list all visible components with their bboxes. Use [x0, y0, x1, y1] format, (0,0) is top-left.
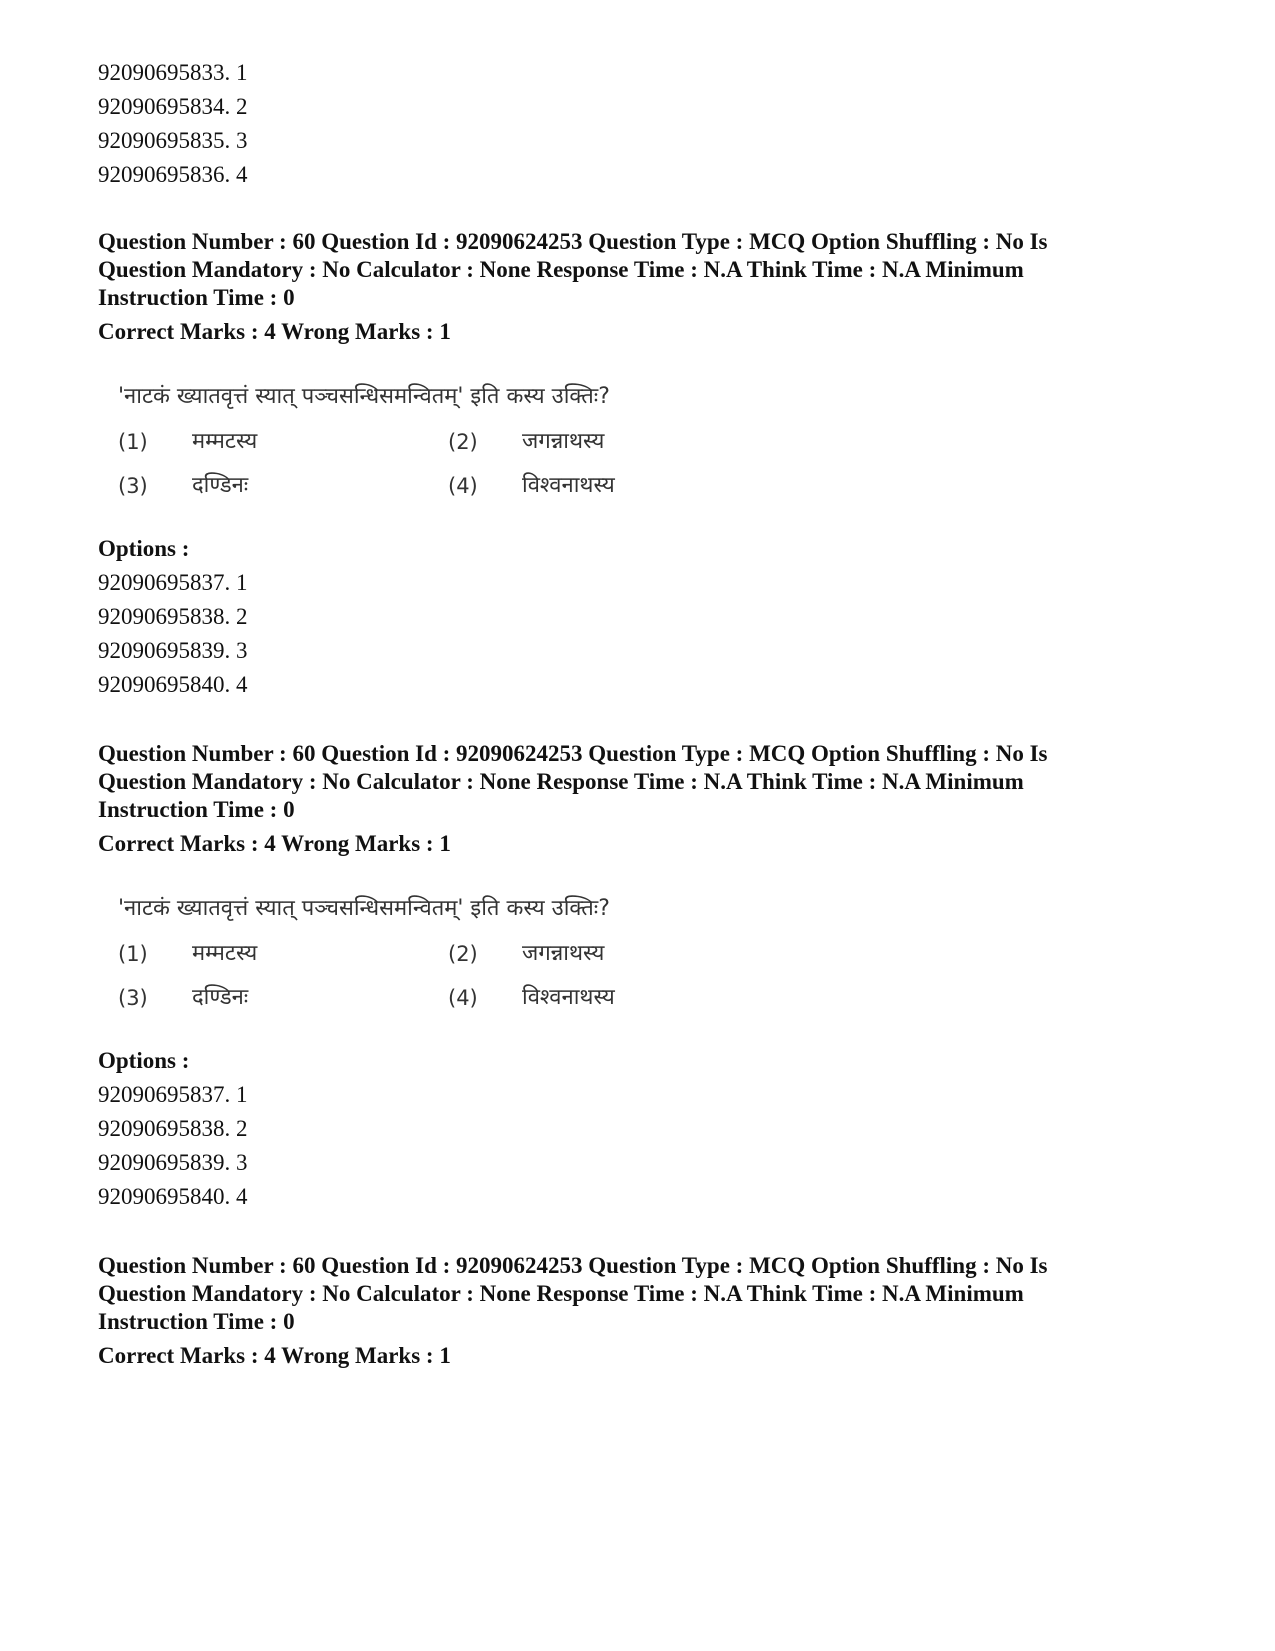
option-line: 92090695836. 4 [98, 162, 248, 187]
choice-item [448, 982, 778, 1014]
option-line: 92090695838. 2 [98, 1116, 248, 1141]
choice-item [448, 470, 778, 502]
choice-text: दण्डिनः [192, 473, 249, 498]
choice-item [448, 938, 778, 970]
options-list [98, 566, 1178, 702]
option-line: 92090695835. 3 [98, 128, 248, 153]
question-choices [118, 426, 798, 502]
question-marks: Correct Marks : 4 Wrong Marks : 1 [98, 319, 451, 344]
choice-text: विश्वनाथस्य [522, 985, 615, 1010]
question-block [98, 228, 1178, 702]
option-line: 92090695840. 4 [98, 672, 248, 697]
choice-number: (3) [118, 986, 148, 1010]
option-line: 92090695840. 4 [98, 1184, 248, 1209]
choice-text: जगन्नाथस्य [522, 941, 605, 966]
choice-text: दण्डिनः [192, 985, 249, 1010]
option-line: 92090695834. 2 [98, 94, 248, 119]
question-choices [118, 938, 798, 1014]
option-line: 92090695833. 1 [98, 60, 248, 85]
options-label: Options : [98, 1048, 190, 1073]
choice-number: (4) [448, 474, 478, 498]
choice-item [118, 470, 448, 502]
question-header: Question Number : 60 Question Id : 92090624253 Question Type : MCQ Option Shuffling : No Is Question Mandatory : No Calculator : None Response Time : N.A Think Time : N.A Minimum Instruction Time : 0 [98, 229, 1048, 310]
choice-number: (2) [448, 430, 478, 454]
option-line: 92090695837. 1 [98, 1082, 248, 1107]
question-header: Question Number : 60 Question Id : 92090624253 Question Type : MCQ Option Shuffling : No Is Question Mandatory : No Calculator : None Response Time : N.A Think Time : N.A Minimum Instruction Time : 0 [98, 1253, 1048, 1334]
options-list [98, 1078, 1178, 1214]
question-block [98, 1252, 1178, 1370]
question-marks: Correct Marks : 4 Wrong Marks : 1 [98, 831, 451, 856]
question-header: Question Number : 60 Question Id : 92090624253 Question Type : MCQ Option Shuffling : No Is Question Mandatory : No Calculator : None Response Time : N.A Think Time : N.A Minimum Instruction Time : 0 [98, 741, 1048, 822]
choice-number: (4) [448, 986, 478, 1010]
previous-options-list [98, 56, 1178, 192]
option-line: 92090695838. 2 [98, 604, 248, 629]
option-line: 92090695839. 3 [98, 1150, 248, 1175]
choice-number: (3) [118, 474, 148, 498]
choice-item [118, 938, 448, 970]
choice-item [448, 426, 778, 458]
choice-text: विश्वनाथस्य [522, 473, 615, 498]
option-line: 92090695839. 3 [98, 638, 248, 663]
choice-item [118, 426, 448, 458]
choice-item [118, 982, 448, 1014]
question-content [118, 894, 798, 1014]
question-block [98, 740, 1178, 1214]
question-stem: 'नाटकं ख्यातवृत्तं स्यात् पञ्चसन्धिसमन्वितम्' इति कस्य उक्तिः? [118, 896, 610, 921]
choice-text: जगन्नाथस्य [522, 429, 605, 454]
choice-number: (2) [448, 942, 478, 966]
choice-number: (1) [118, 942, 148, 966]
question-content [118, 382, 798, 502]
options-label: Options : [98, 536, 190, 561]
choice-number: (1) [118, 430, 148, 454]
option-line: 92090695837. 1 [98, 570, 248, 595]
choice-text: मम्मटस्य [192, 941, 258, 966]
choice-text: मम्मटस्य [192, 429, 258, 454]
question-stem: 'नाटकं ख्यातवृत्तं स्यात् पञ्चसन्धिसमन्वितम्' इति कस्य उक्तिः? [118, 384, 610, 409]
question-marks: Correct Marks : 4 Wrong Marks : 1 [98, 1343, 451, 1368]
document-page [98, 56, 1178, 1370]
